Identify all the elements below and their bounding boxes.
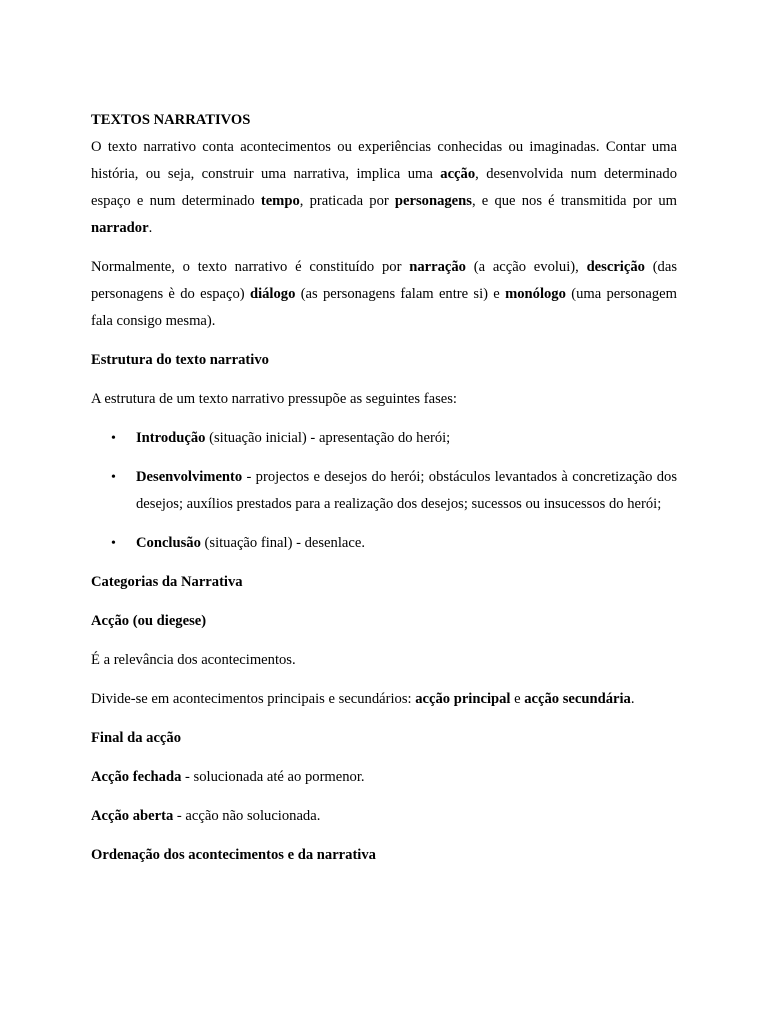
estrutura-intro: A estrutura de um texto narrativo pressupõe as seguintes fases: <box>91 391 457 407</box>
document-title: TEXTOS NARRATIVOS <box>91 112 251 128</box>
categorias-heading: Categorias da Narrativa <box>91 574 243 590</box>
accao-text: É a relevância dos acontecimentos. <box>91 652 296 668</box>
divide-paragraph: Divide-se em acontecimentos principais e secundários: acção principal e acção secundária. <box>91 691 635 707</box>
ordenacao-heading: Ordenação dos acontecimentos e da narrativa <box>91 847 376 863</box>
list-item: • Desenvolvimento - projectos e desejos do herói; obstáculos levantados à concretização dos desejos; auxílios prestados para a realização dos desejos; sucessos ou insucessos do herói; <box>91 464 677 518</box>
bullet-icon: • <box>111 536 116 551</box>
list-item: • Conclusão (situação final) - desenlace. <box>91 530 677 557</box>
final-heading: Final da acção <box>91 730 181 746</box>
accao-fechada: Acção fechada - solucionada até ao pormenor. <box>91 769 365 785</box>
bullet-icon: • <box>111 431 116 446</box>
list-item: • Introdução (situação inicial) - apresentação do herói; <box>91 425 677 452</box>
normalmente-paragraph: Normalmente, o texto narrativo é constituído por narração (a acção evolui), descrição (das personagens è do espaço) diálogo (as personagens falam entre si) e monólogo (uma personagem fala consigo mesma). <box>91 259 678 329</box>
accao-heading: Acção (ou diegese) <box>91 613 207 629</box>
intro-paragraph: O texto narrativo conta acontecimentos ou experiências conhecidas ou imaginadas. Contar uma história, ou seja, construir uma narrativa, implica uma acção, desenvolvida num determinado espaço e num determinado tempo, praticada por personagens, e que nos é transmitida por um narrador. <box>91 139 677 236</box>
fases-list <box>91 425 677 557</box>
estrutura-heading: Estrutura do texto narrativo <box>91 352 269 368</box>
bullet-icon: • <box>111 470 116 485</box>
accao-aberta: Acção aberta - acção não solucionada. <box>91 808 321 824</box>
